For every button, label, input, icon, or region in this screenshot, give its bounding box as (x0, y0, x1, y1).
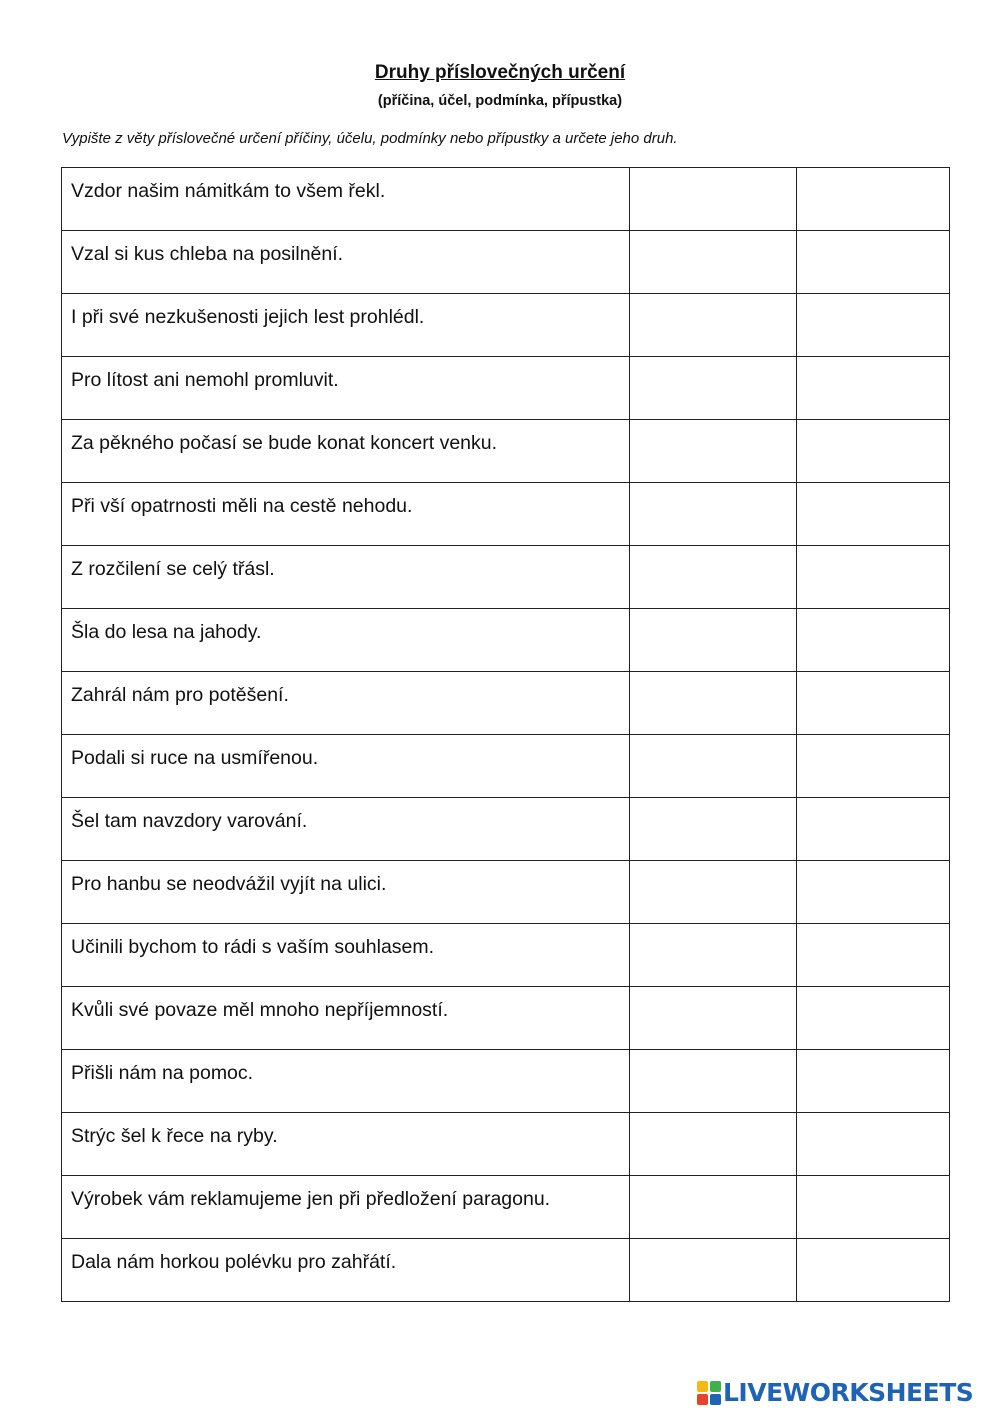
liveworksheets-logo-icon (697, 1381, 721, 1405)
sentence-cell: Učinili bychom to rádi s vaším souhlasem. (62, 924, 630, 987)
exercise-row (62, 294, 950, 357)
worksheet-subtitle: (příčina, účel, podmínka, přípustka) (377, 93, 623, 109)
sentence-cell: Pro hanbu se neodvážil vyjít na ulici. (62, 861, 630, 924)
sentence-cell: Šel tam navzdory varování. (62, 798, 630, 861)
logo-square-yellow (697, 1381, 708, 1392)
exercise-row (62, 1176, 950, 1239)
answer-field-phrase[interactable] (630, 1239, 797, 1302)
answer-field-phrase[interactable] (630, 1113, 797, 1176)
answer-field-type[interactable] (797, 609, 950, 672)
exercise-row (62, 924, 950, 987)
answer-field-type[interactable] (797, 168, 950, 231)
answer-field-phrase[interactable] (630, 987, 797, 1050)
sentence-cell: Při vší opatrnosti měli na cestě nehodu. (62, 483, 630, 546)
logo-square-blue (710, 1394, 721, 1405)
exercise-row (62, 1050, 950, 1113)
answer-field-type[interactable] (797, 357, 950, 420)
exercise-row (62, 483, 950, 546)
exercise-row (62, 168, 950, 231)
sentence-cell: Z rozčilení se celý třásl. (62, 546, 630, 609)
liveworksheets-logo (697, 1378, 973, 1407)
answer-field-type[interactable] (797, 987, 950, 1050)
answer-field-phrase[interactable] (630, 231, 797, 294)
exercise-table-body (62, 168, 950, 1302)
answer-field-phrase[interactable] (630, 294, 797, 357)
answer-field-phrase[interactable] (630, 1050, 797, 1113)
answer-field-type[interactable] (797, 1176, 950, 1239)
exercise-row (62, 357, 950, 420)
worksheet-title: Druhy příslovečných určení (374, 62, 626, 83)
answer-field-type[interactable] (797, 735, 950, 798)
answer-field-type[interactable] (797, 294, 950, 357)
answer-field-type[interactable] (797, 1050, 950, 1113)
exercise-row (62, 735, 950, 798)
answer-field-type[interactable] (797, 672, 950, 735)
exercise-row (62, 798, 950, 861)
exercise-row (62, 861, 950, 924)
sentence-cell: Výrobek vám reklamujeme jen při předložení paragonu. (62, 1176, 630, 1239)
exercise-row (62, 420, 950, 483)
worksheet-instruction: Vypište z věty příslovečné určení příčiny, účelu, podmínky nebo přípustky a určete jeho druh. (62, 130, 678, 147)
sentence-cell: Za pěkného počasí se bude konat koncert venku. (62, 420, 630, 483)
answer-field-phrase[interactable] (630, 735, 797, 798)
answer-field-type[interactable] (797, 546, 950, 609)
answer-field-phrase[interactable] (630, 861, 797, 924)
exercise-row (62, 231, 950, 294)
sentence-cell: Strýc šel k řece na ryby. (62, 1113, 630, 1176)
exercise-table (61, 167, 950, 1302)
answer-field-type[interactable] (797, 231, 950, 294)
answer-field-phrase[interactable] (630, 798, 797, 861)
answer-field-phrase[interactable] (630, 609, 797, 672)
sentence-cell: I při své nezkušenosti jejich lest prohlédl. (62, 294, 630, 357)
sentence-cell: Podali si ruce na usmířenou. (62, 735, 630, 798)
answer-field-type[interactable] (797, 420, 950, 483)
answer-field-type[interactable] (797, 483, 950, 546)
sentence-cell: Dala nám horkou polévku pro zahřátí. (62, 1239, 630, 1302)
answer-field-type[interactable] (797, 924, 950, 987)
exercise-row (62, 1113, 950, 1176)
exercise-row (62, 1239, 950, 1302)
sentence-cell: Přišli nám na pomoc. (62, 1050, 630, 1113)
answer-field-phrase[interactable] (630, 420, 797, 483)
exercise-row (62, 672, 950, 735)
sentence-cell: Šla do lesa na jahody. (62, 609, 630, 672)
logo-square-green (710, 1381, 721, 1392)
answer-field-phrase[interactable] (630, 1176, 797, 1239)
sentence-cell: Kvůli své povaze měl mnoho nepříjemností. (62, 987, 630, 1050)
sentence-cell: Pro lítost ani nemohl promluvit. (62, 357, 630, 420)
sentence-cell: Zahrál nám pro potěšení. (62, 672, 630, 735)
answer-field-type[interactable] (797, 861, 950, 924)
sentence-cell: Vzal si kus chleba na posilnění. (62, 231, 630, 294)
answer-field-type[interactable] (797, 1113, 950, 1176)
sentence-cell: Vzdor našim námitkám to všem řekl. (62, 168, 630, 231)
logo-text: LIVEWORKSHEETS (723, 1378, 974, 1407)
answer-field-phrase[interactable] (630, 546, 797, 609)
answer-field-type[interactable] (797, 1239, 950, 1302)
exercise-row (62, 987, 950, 1050)
answer-field-phrase[interactable] (630, 168, 797, 231)
answer-field-phrase[interactable] (630, 357, 797, 420)
exercise-row (62, 546, 950, 609)
answer-field-type[interactable] (797, 798, 950, 861)
logo-square-red (697, 1394, 708, 1405)
exercise-row (62, 609, 950, 672)
answer-field-phrase[interactable] (630, 924, 797, 987)
answer-field-phrase[interactable] (630, 672, 797, 735)
answer-field-phrase[interactable] (630, 483, 797, 546)
